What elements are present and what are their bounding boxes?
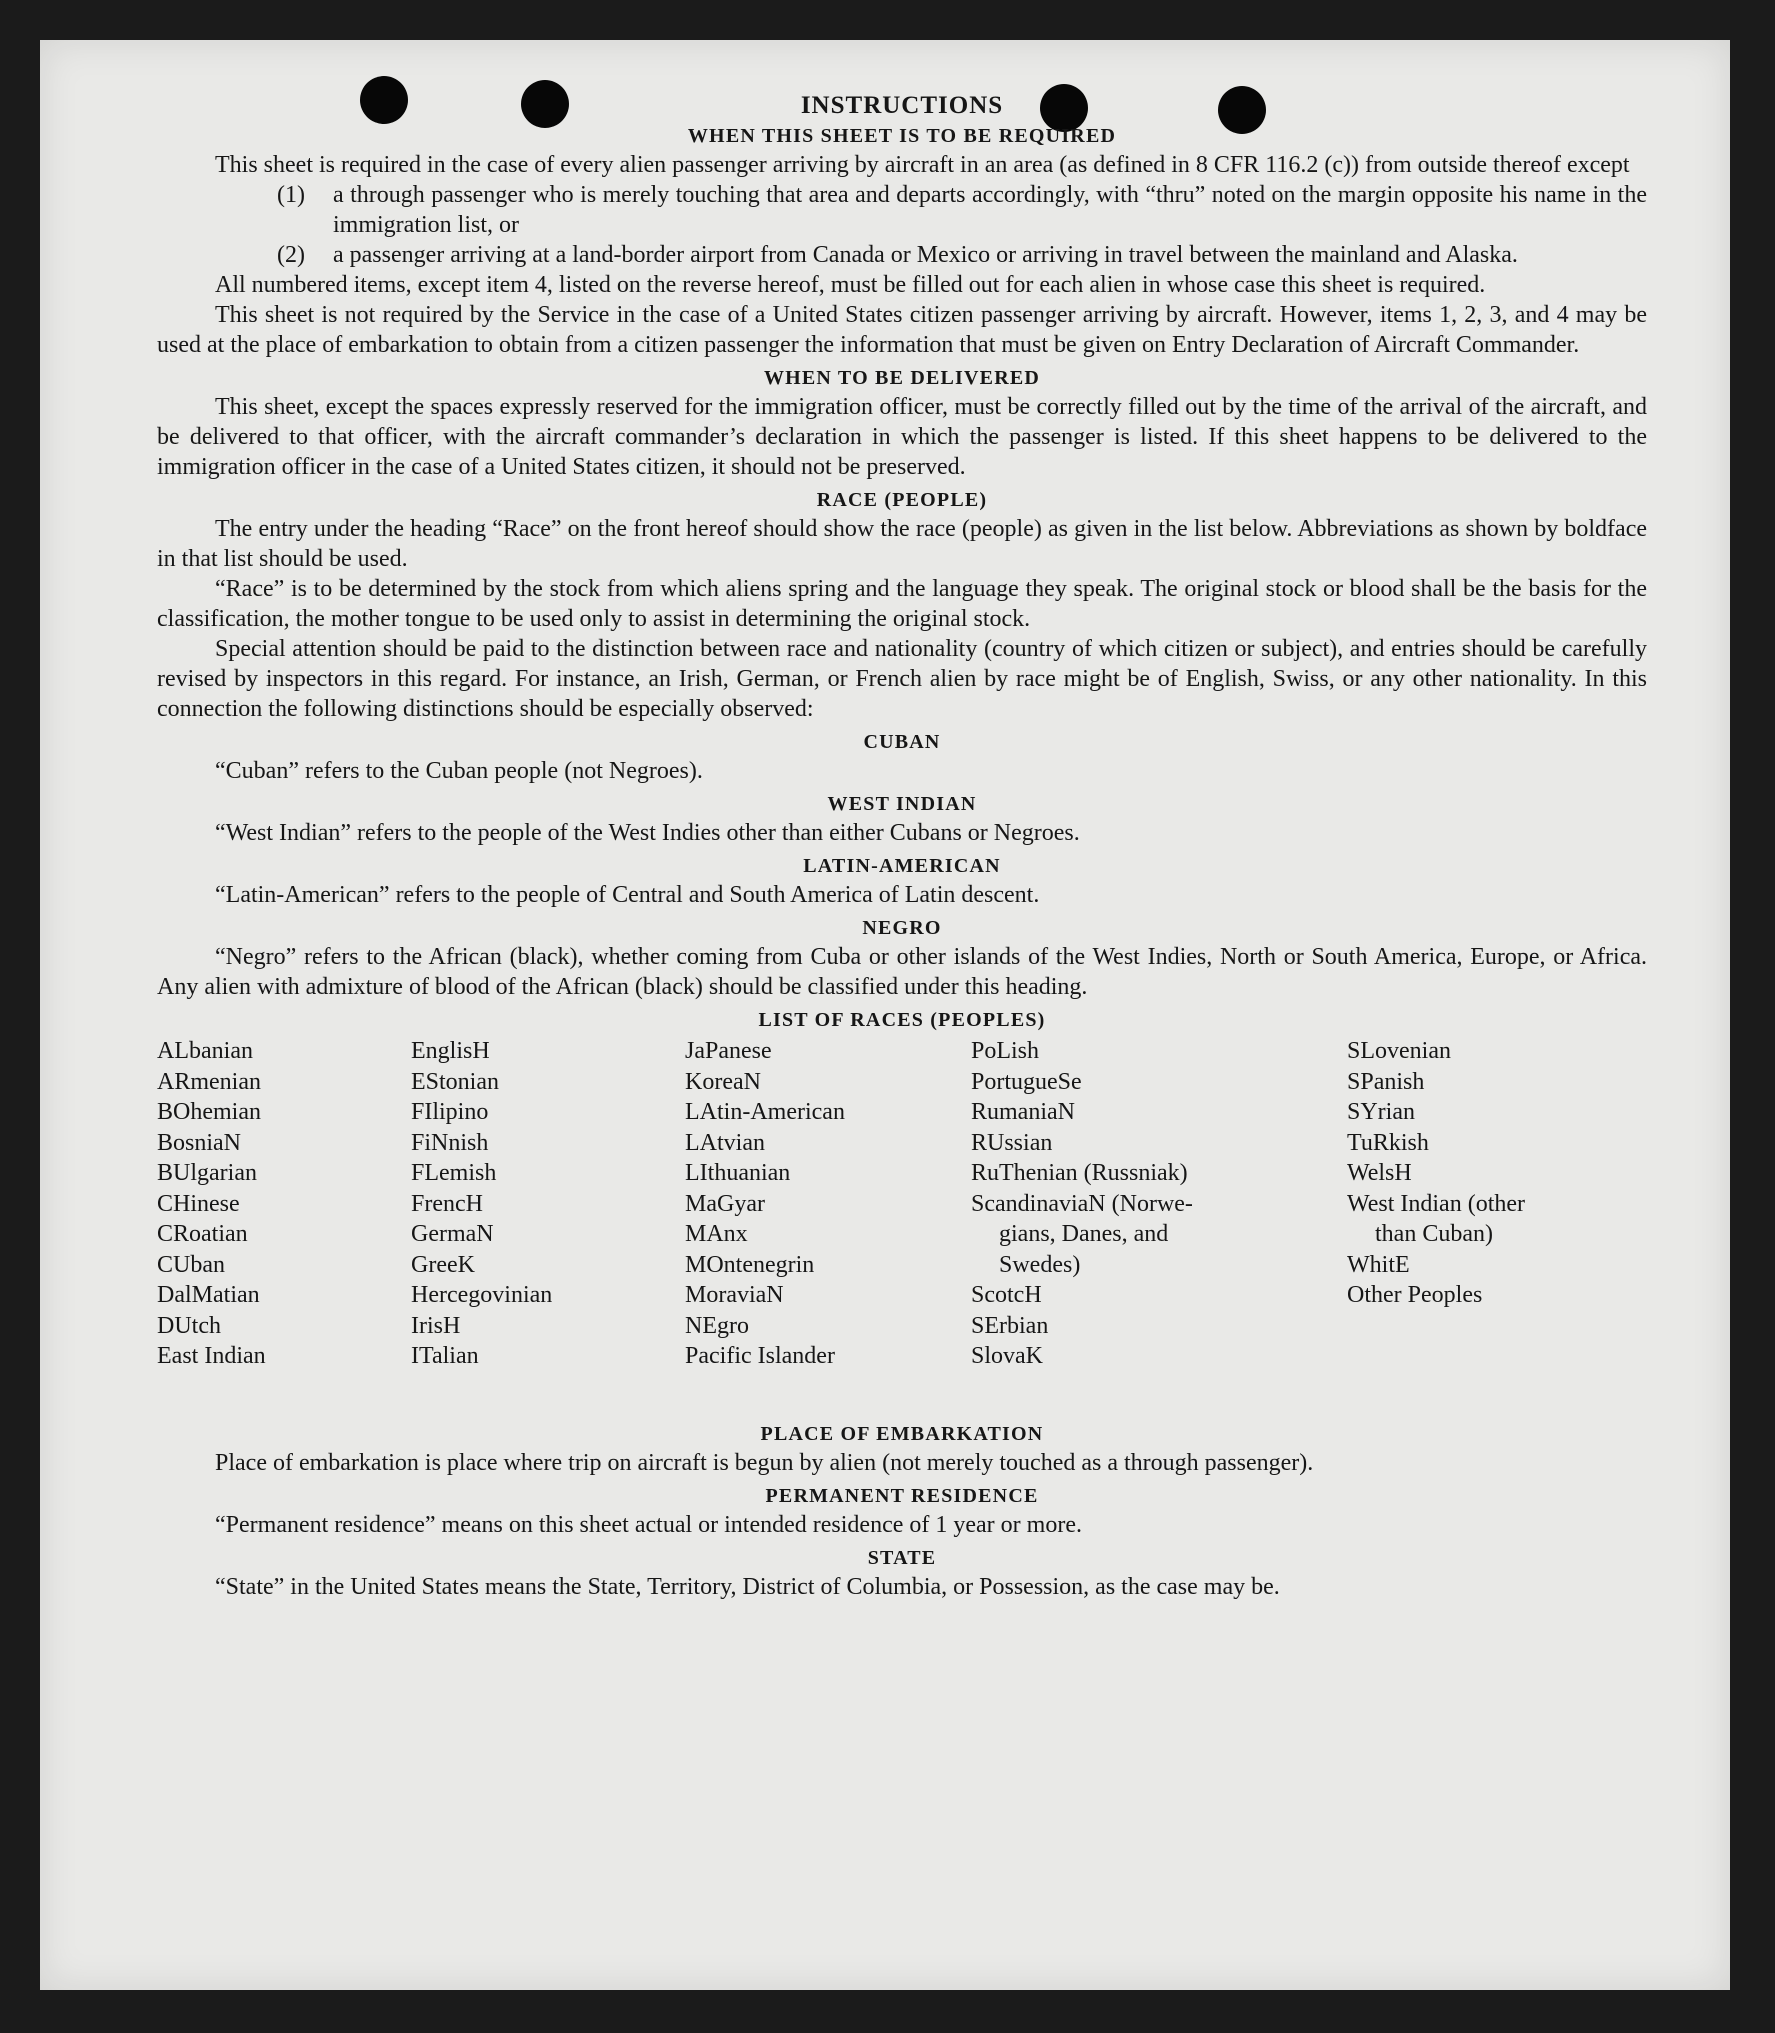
residence-text: “Permanent residence” means on this sheet actual or intended residence of 1 year or more. (215, 1512, 1082, 1538)
when-delivered-text: This sheet, except the spaces expressly reserved for the immigration officer, must be correctly filled out by the time of the arrival of the aircraft, and be delivered to that officer, with the aircraft commander’s declaration in which the passenger is listed. If this sheet happens to be delivered to the immigration officer in the case of a United States citizen, it should not be preserved. (157, 394, 1647, 480)
races-column-1 (157, 1036, 266, 1372)
section-heading-west-indian: WEST INDIAN (827, 793, 977, 815)
races-column-2 (411, 1036, 552, 1372)
race-entry: FLemish (411, 1160, 497, 1186)
race-entry: CHinese (157, 1190, 240, 1217)
race-entry: FiNnish (411, 1129, 489, 1156)
race-entry: CRoatian (157, 1221, 248, 1247)
race-entry: RumaniaN (971, 1099, 1075, 1125)
latin-american-text: “Latin-American” refers to the people of Central and South America of Latin descent. (215, 882, 1040, 908)
section-heading-state: STATE (867, 1547, 937, 1569)
numbered-items-paragraph: All numbered items, except item 4, listed on the reverse hereof, must be filled out for each alien in whose case this sheet is required. (215, 272, 1486, 298)
race-entry: DUtch (157, 1312, 221, 1339)
race-entry: JaPanese (685, 1038, 772, 1064)
races-column-3 (685, 1036, 845, 1372)
race-entry: ALbanian (157, 1038, 253, 1064)
race-entry: MoraviaN (685, 1282, 784, 1308)
race-entry: LAtin-American (685, 1099, 845, 1125)
race-entry: Hercegovinian (411, 1282, 553, 1308)
race-entry: EnglisH (411, 1038, 490, 1064)
item-number: (1) (277, 182, 305, 208)
races-column-5 (1347, 1036, 1525, 1311)
race-entry: ARmenian (157, 1068, 261, 1095)
section-heading-embarkation: PLACE OF EMBARKATION (760, 1423, 1044, 1445)
state-text: “State” in the United States means the State, Territory, District of Columbia, or Possession, as the case may be. (215, 1574, 1280, 1600)
cuban-text: “Cuban” refers to the Cuban people (not Negroes). (215, 758, 703, 784)
embarkation-text: Place of embarkation is place where trip on aircraft is begun by alien (not merely touched as a through passenger). (215, 1450, 1314, 1476)
section-heading-races-list: LIST OF RACES (PEOPLES) (758, 1009, 1046, 1031)
race-entry: PoLish (971, 1038, 1040, 1064)
race-entry: RUssian (971, 1129, 1053, 1156)
item-text: a passenger arriving at a land-border airport from Canada or Mexico or arriving in travel between the mainland and Alaska. (333, 242, 1518, 268)
race-entry: ScandinaviaN (Norwe- (971, 1190, 1193, 1217)
race-entry: GreeK (411, 1251, 475, 1278)
race-entry: West Indian (other (1347, 1190, 1526, 1217)
exception-item-2 (157, 240, 1647, 270)
section-heading-when-delivered: WHEN TO BE DELIVERED (763, 367, 1041, 389)
race-paragraph-3: Special attention should be paid to the distinction between race and nationality (country of which citizen or subject), and entries should be carefully revised by inspectors in this regard. For instance, an Irish, German, or French alien by race might be of English, Swiss, or any other nationality. In this connection the following distinctions should be especially observed: (157, 636, 1647, 722)
race-entry: gians, Danes, and (999, 1221, 1169, 1247)
race-entry: SLovenian (1347, 1038, 1451, 1064)
race-entry: Swedes) (999, 1251, 1081, 1278)
section-heading-cuban: CUBAN (863, 731, 941, 753)
races-column-4 (971, 1036, 1193, 1372)
section-heading-when-required: WHEN THIS SHEET IS TO BE REQUIRED (687, 125, 1117, 147)
race-entry: WhitE (1347, 1251, 1410, 1278)
race-entry: NEgro (685, 1312, 749, 1339)
item-number: (2) (277, 242, 305, 268)
race-entry: MOntenegrin (685, 1251, 815, 1278)
page-title: INSTRUCTIONS (800, 92, 1004, 119)
section-heading-latin-american: LATIN-AMERICAN (803, 855, 1001, 877)
race-entry: SPanish (1347, 1068, 1425, 1095)
citizen-paragraph: This sheet is not required by the Service in the case of a United States citizen passenger arriving by aircraft. However, items 1, 2, 3, and 4 may be used at the place of embarkation to obtain from a citizen passenger the information that must be given on Entry Declaration of Aircraft Commander. (157, 302, 1647, 358)
race-entry: BOhemian (157, 1099, 261, 1125)
race-entry: BUlgarian (157, 1160, 257, 1186)
race-entry: LAtvian (685, 1129, 765, 1156)
race-entry: KoreaN (685, 1068, 761, 1095)
race-entry: TuRkish (1347, 1129, 1429, 1156)
race-entry: ITalian (411, 1343, 479, 1369)
race-entry: FrencH (411, 1190, 483, 1217)
race-entry: Pacific Islander (685, 1343, 835, 1369)
section-heading-residence: PERMANENT RESIDENCE (765, 1485, 1039, 1507)
race-entry: Other Peoples (1347, 1282, 1483, 1308)
race-entry: EStonian (411, 1068, 499, 1095)
race-entry: SErbian (971, 1312, 1049, 1339)
race-entry: East Indian (157, 1343, 266, 1369)
document-sheet (40, 40, 1730, 1990)
race-entry: WelsH (1347, 1160, 1412, 1186)
when-required-intro: This sheet is required in the case of every alien passenger arriving by aircraft in an area (as defined in 8 CFR 116.2 (c)) from outside thereof except (215, 152, 1630, 178)
race-entry: LIthuanian (685, 1160, 791, 1186)
race-entry: MAnx (685, 1221, 748, 1247)
race-entry: GermaN (411, 1221, 494, 1247)
race-entry: BosniaN (157, 1129, 241, 1156)
race-entry: RuThenian (Russniak) (971, 1160, 1188, 1186)
race-entry: than Cuban) (1375, 1221, 1493, 1247)
exception-item-1 (157, 180, 1647, 240)
race-entry: FIlipino (411, 1099, 489, 1125)
race-entry: SlovaK (971, 1343, 1043, 1369)
race-paragraph-2: “Race” is to be determined by the stock from which aliens spring and the language they speak. The original stock or blood shall be the basis for the classification, the mother tongue to be used only to assist in determining the original stock. (157, 576, 1647, 632)
race-entry: IrisH (411, 1312, 461, 1339)
west-indian-text: “West Indian” refers to the people of the West Indies other than either Cubans or Negroes. (215, 820, 1080, 846)
negro-text: “Negro” refers to the African (black), whether coming from Cuba or other islands of the West Indies, North or South America, Europe, or Africa. Any alien with admixture of blood of the African (black) should be classified under this heading. (157, 944, 1647, 1000)
section-heading-race: RACE (PEOPLE) (816, 489, 988, 511)
race-entry: PortugueSe (971, 1068, 1082, 1095)
race-entry: DalMatian (157, 1282, 260, 1308)
races-list (157, 1036, 1647, 1416)
section-heading-negro: NEGRO (862, 917, 942, 939)
race-paragraph-1: The entry under the heading “Race” on the front hereof should show the race (people) as given in the list below. Abbreviations as shown by boldface in that list should be used. (157, 516, 1647, 572)
race-entry: ScotcH (971, 1282, 1042, 1308)
race-entry: MaGyar (685, 1190, 765, 1217)
race-entry: CUban (157, 1251, 225, 1278)
instructions-body (157, 90, 1647, 1602)
item-text: a through passenger who is merely touching that area and departs accordingly, with “thru” noted on the margin opposite his name in the immigration list, or (333, 182, 1647, 238)
race-entry: SYrian (1347, 1099, 1415, 1125)
